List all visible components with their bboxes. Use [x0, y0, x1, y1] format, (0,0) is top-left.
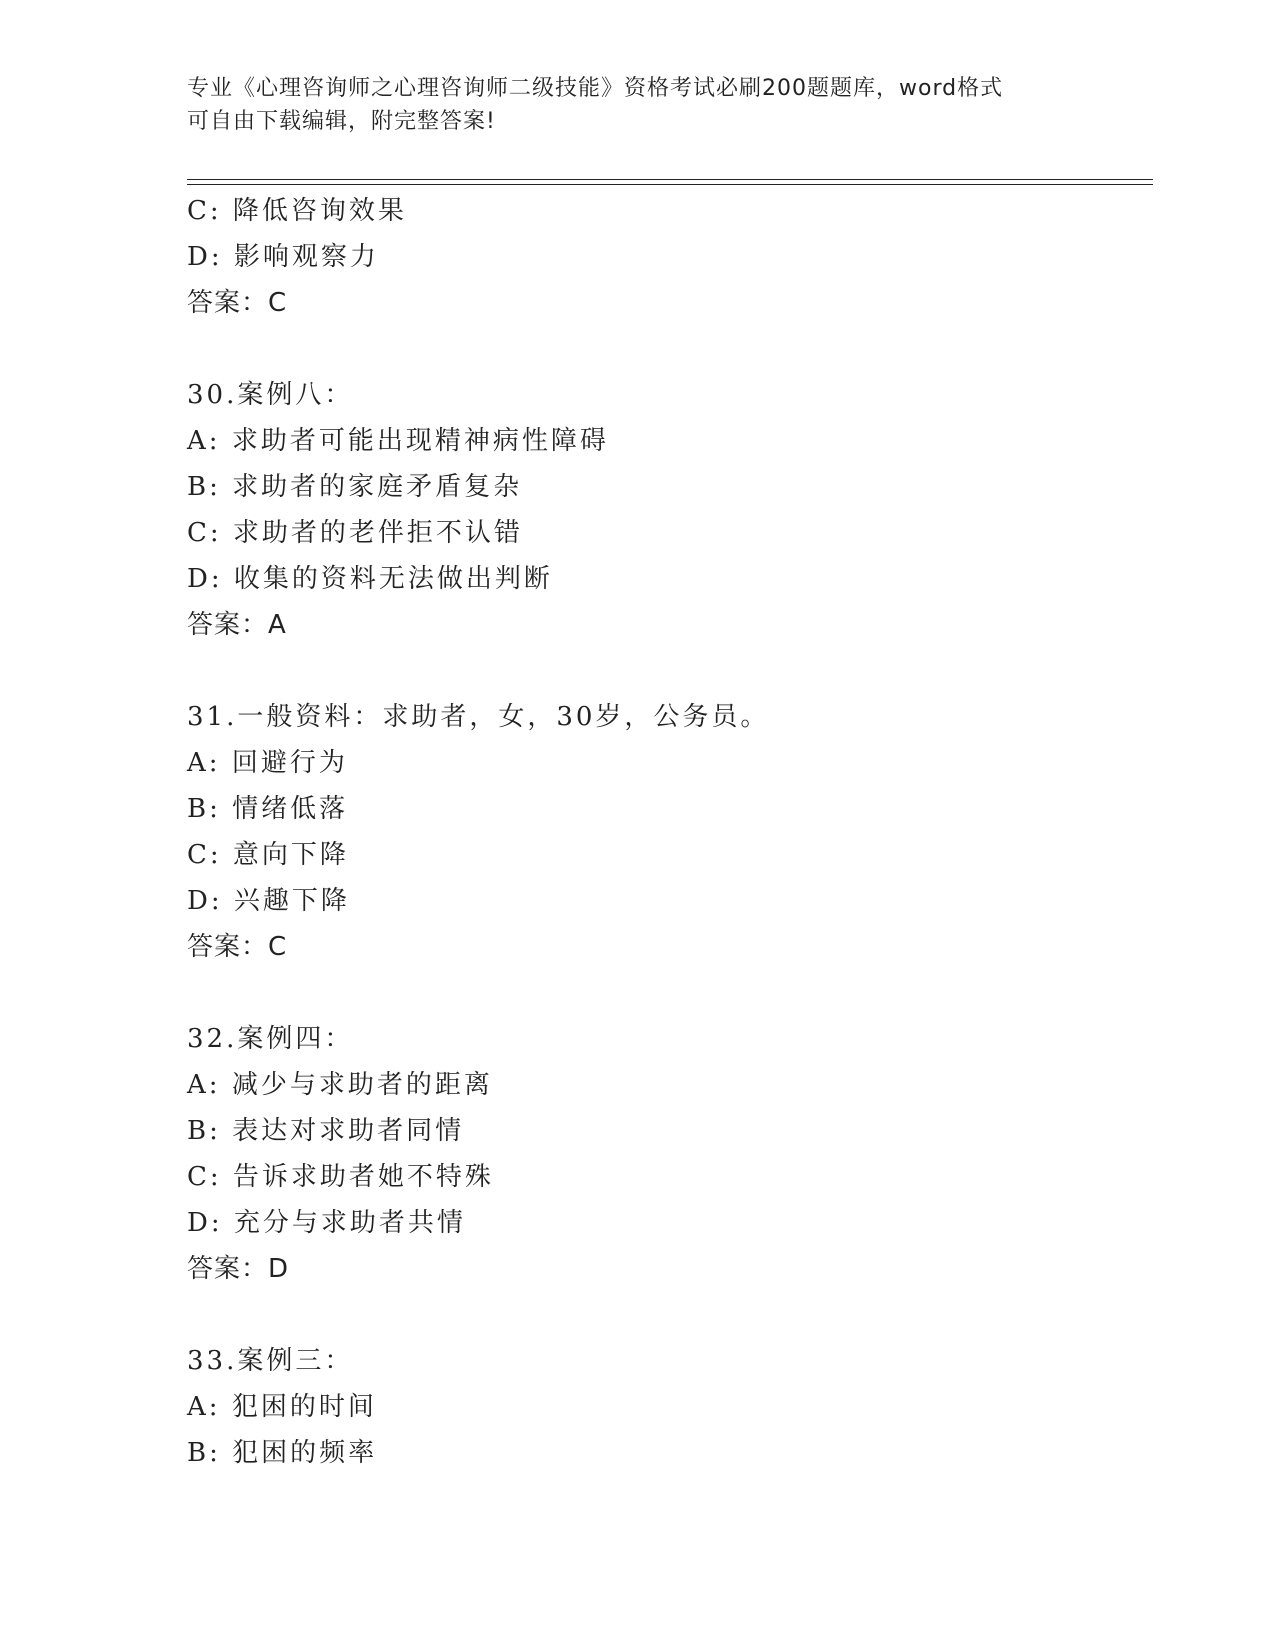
option-d: [187, 556, 1167, 602]
spacer: [187, 648, 1167, 694]
option-label: D:: [187, 886, 223, 916]
header-divider-top: [187, 179, 1153, 180]
option-text: 意向下降: [232, 840, 349, 870]
document-header: [187, 72, 1087, 138]
option-label: C:: [187, 1162, 222, 1192]
option-text: 情绪低落: [232, 794, 349, 824]
answer-line: 答案：C: [187, 288, 288, 318]
option-text: 求助者可能出现精神病性障碍: [231, 426, 609, 456]
option-c: [187, 188, 1167, 234]
header-line-1: 专业《心理咨询师之心理咨询师二级技能》资格考试必刷200题题库，word格式: [187, 76, 1004, 101]
prev-question-tail: [187, 188, 1167, 326]
option-label: D:: [187, 1208, 223, 1238]
option-text: 减少与求助者的距离: [231, 1070, 493, 1100]
header-line-2: 可自由下载编辑，附完整答案!: [187, 109, 496, 134]
option-a: [187, 740, 1167, 786]
option-text: 犯困的时间: [231, 1392, 377, 1422]
option-label: B:: [187, 472, 221, 502]
option-label: A:: [187, 1070, 221, 1100]
header-divider-bottom: [187, 184, 1153, 185]
option-label: B:: [187, 1438, 221, 1468]
spacer: [187, 326, 1167, 372]
question-30: [187, 372, 1167, 648]
option-text: 表达对求助者同情: [232, 1116, 465, 1146]
option-text: 降低咨询效果: [232, 196, 407, 226]
option-text: 影响观察力: [233, 242, 379, 272]
option-text: 收集的资料无法做出判断: [233, 564, 553, 594]
question-33: [187, 1338, 1167, 1476]
spacer: [187, 970, 1167, 1016]
option-label: A:: [187, 1392, 221, 1422]
option-text: 兴趣下降: [233, 886, 350, 916]
option-d: [187, 878, 1167, 924]
question-list: [187, 188, 1167, 1476]
option-label: A:: [187, 748, 221, 778]
question-32: [187, 1016, 1167, 1292]
answer-line: 答案：D: [187, 1254, 290, 1284]
option-label: C:: [187, 840, 222, 870]
option-b: [187, 1108, 1167, 1154]
option-b: [187, 1430, 1167, 1476]
question-title: 31.一般资料：求助者，女，30岁，公务员。: [187, 702, 770, 732]
option-text: 充分与求助者共情: [233, 1208, 466, 1238]
option-text: 求助者的老伴拒不认错: [232, 518, 523, 548]
option-label: D:: [187, 242, 223, 272]
option-b: [187, 464, 1167, 510]
question-title: 33.案例三：: [187, 1346, 354, 1376]
spacer: [187, 1292, 1167, 1338]
option-d: [187, 234, 1167, 280]
option-label: B:: [187, 794, 221, 824]
option-text: 告诉求助者她不特殊: [232, 1162, 494, 1192]
option-text: 犯困的频率: [232, 1438, 378, 1468]
option-c: [187, 1154, 1167, 1200]
question-title: 32.案例四：: [187, 1024, 354, 1054]
option-a: [187, 418, 1167, 464]
option-label: C:: [187, 518, 222, 548]
option-c: [187, 510, 1167, 556]
question-31: [187, 694, 1167, 970]
option-text: 求助者的家庭矛盾复杂: [232, 472, 523, 502]
option-label: B:: [187, 1116, 221, 1146]
answer-line: 答案：A: [187, 610, 287, 640]
option-text: 回避行为: [231, 748, 348, 778]
option-d: [187, 1200, 1167, 1246]
question-title: 30.案例八：: [187, 380, 354, 410]
option-c: [187, 832, 1167, 878]
option-a: [187, 1384, 1167, 1430]
answer-line: 答案：C: [187, 932, 288, 962]
option-b: [187, 786, 1167, 832]
option-label: D:: [187, 564, 223, 594]
option-a: [187, 1062, 1167, 1108]
option-label: A:: [187, 426, 221, 456]
option-label: C:: [187, 196, 222, 226]
